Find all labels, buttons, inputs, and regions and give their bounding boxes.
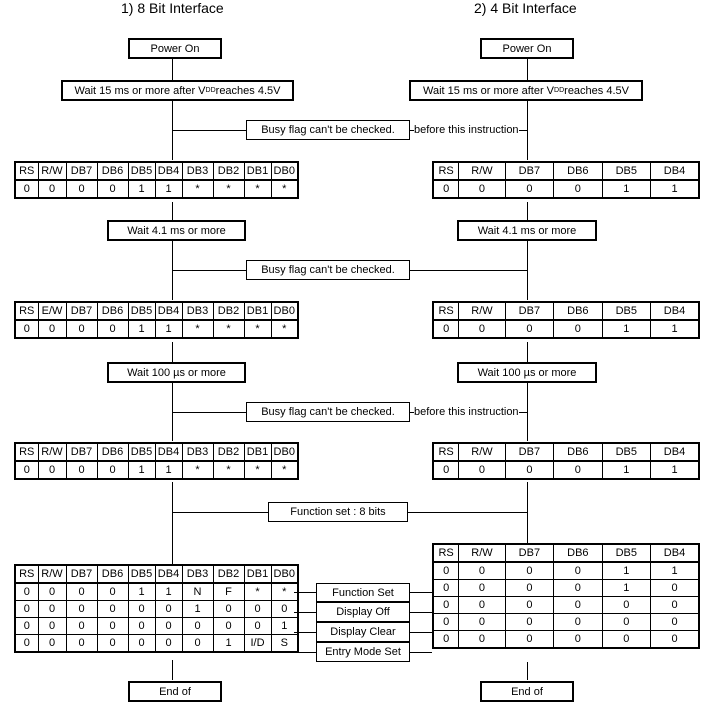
table-cell: N	[182, 583, 213, 601]
table-cell: 0	[459, 614, 505, 631]
table-cell: 0	[128, 635, 155, 653]
table-cell: 0	[554, 631, 602, 649]
table-row	[433, 320, 699, 338]
table-cell: DB1	[244, 443, 271, 461]
table-cell: 0	[66, 635, 97, 653]
connector-line	[172, 58, 173, 80]
table-cell: 0	[38, 320, 66, 338]
table-cell: 0	[128, 618, 155, 635]
table-cell: 1	[155, 583, 182, 601]
table-cell: 0	[433, 580, 459, 597]
table-cell: RS	[15, 565, 38, 583]
table-cell: 0	[459, 461, 505, 479]
table-cell: DB5	[602, 544, 650, 562]
table-cell: 0	[244, 618, 271, 635]
table-cell: *	[271, 461, 298, 479]
table-cell: 0	[66, 320, 97, 338]
busy-flag-note-2: Busy flag can't be checked.	[246, 260, 410, 280]
table-cell: *	[271, 583, 298, 601]
left-wait-15ms-box: Wait 15 ms or more after V DD reaches 4.5V	[61, 80, 294, 101]
table-cell: DB5	[128, 443, 155, 461]
connector-line	[410, 632, 432, 633]
table-cell: RS	[15, 443, 38, 461]
table-cell: *	[213, 461, 244, 479]
table-cell: R/W	[38, 443, 66, 461]
table-cell: 0	[459, 580, 505, 597]
table-cell: DB0	[271, 162, 298, 180]
label-display-clear: Display Clear	[316, 622, 410, 642]
connector-line	[410, 652, 432, 653]
table-cell: *	[182, 461, 213, 479]
right-wait-100us-box: Wait 100 µs or more	[457, 362, 597, 383]
table-cell: R/W	[459, 162, 505, 180]
table-cell: 1	[651, 562, 699, 580]
table-cell: DB4	[155, 565, 182, 583]
table-cell: 1	[651, 461, 699, 479]
table-row	[433, 461, 699, 479]
table-cell: 0	[602, 597, 650, 614]
table-cell: 1	[651, 180, 699, 198]
table-row	[433, 180, 699, 198]
table-cell: DB6	[97, 565, 128, 583]
table-cell: 0	[505, 631, 553, 649]
left-title: 1) 8 Bit Interface	[121, 0, 224, 16]
busy-flag-note-1: Busy flag can't be checked.	[246, 120, 410, 140]
table-cell: 1	[213, 635, 244, 653]
table-cell: 0	[554, 580, 602, 597]
connector-line	[410, 592, 432, 593]
table-cell: 0	[433, 597, 459, 614]
table-cell: 0	[155, 618, 182, 635]
table-cell: 0	[459, 320, 505, 338]
table-cell: DB7	[66, 443, 97, 461]
right-wait-15ms-box: Wait 15 ms or more after V DD reaches 4.5V	[409, 80, 643, 101]
table-cell: 0	[505, 320, 553, 338]
table-row	[433, 631, 699, 649]
connector-line	[172, 342, 173, 362]
table-cell: DB6	[554, 443, 602, 461]
table-header-row	[15, 443, 298, 461]
table-cell: 0	[651, 614, 699, 631]
table-cell: DB1	[244, 565, 271, 583]
table-cell: 0	[459, 562, 505, 580]
table-cell: 0	[182, 618, 213, 635]
before-instruction-note-1: before this instruction	[414, 124, 519, 136]
right-register-table-3	[432, 442, 700, 480]
table-cell: 1	[602, 580, 650, 597]
table-cell: 0	[433, 461, 459, 479]
table-cell: DB2	[213, 565, 244, 583]
table-cell: DB4	[155, 162, 182, 180]
table-cell: 0	[97, 583, 128, 601]
table-cell: 0	[97, 635, 128, 653]
connector-line	[527, 482, 528, 543]
table-cell: DB1	[244, 302, 271, 320]
table-header-row	[433, 162, 699, 180]
table-cell: DB5	[602, 162, 650, 180]
table-cell: *	[244, 180, 271, 198]
table-cell: DB7	[66, 302, 97, 320]
table-cell: DB5	[128, 302, 155, 320]
table-cell: 0	[15, 601, 38, 618]
table-cell: RS	[433, 162, 459, 180]
table-cell: DB6	[97, 443, 128, 461]
table-cell: DB7	[505, 544, 553, 562]
table-cell: DB7	[66, 565, 97, 583]
table-header-row	[15, 565, 298, 583]
table-cell: 0	[15, 461, 38, 479]
table-cell: DB5	[602, 443, 650, 461]
table-cell: RS	[433, 544, 459, 562]
table-cell: 1	[602, 180, 650, 198]
before-instruction-note-3: before this instruction	[414, 406, 519, 418]
table-cell: DB7	[66, 162, 97, 180]
connector-line	[527, 342, 528, 362]
label-function-set: Function Set	[316, 583, 410, 602]
left-register-table-3	[14, 442, 299, 480]
table-cell: 0	[651, 631, 699, 649]
table-cell: 1	[128, 583, 155, 601]
table-row	[15, 601, 298, 618]
table-cell: DB7	[505, 443, 553, 461]
table-cell: 1	[128, 180, 155, 198]
table-cell: *	[213, 180, 244, 198]
table-cell: R/W	[459, 302, 505, 320]
table-header-row	[433, 544, 699, 562]
table-cell: *	[271, 180, 298, 198]
right-power-on-box: Power On	[480, 38, 574, 59]
table-cell: 0	[15, 618, 38, 635]
table-cell: 0	[433, 562, 459, 580]
left-register-table-4	[14, 564, 299, 653]
table-cell: 0	[554, 461, 602, 479]
table-cell: DB2	[213, 443, 244, 461]
right-register-table-1	[432, 161, 700, 199]
table-cell: 0	[271, 601, 298, 618]
table-cell: DB7	[505, 302, 553, 320]
table-row	[15, 618, 298, 635]
table-cell: DB6	[554, 162, 602, 180]
table-cell: DB1	[244, 162, 271, 180]
table-row	[433, 562, 699, 580]
table-row	[433, 580, 699, 597]
table-cell: DB6	[554, 302, 602, 320]
table-cell: DB7	[505, 162, 553, 180]
table-row	[433, 614, 699, 631]
table-cell: *	[213, 320, 244, 338]
table-cell: 0	[15, 635, 38, 653]
table-cell: 0	[128, 601, 155, 618]
table-cell: S	[271, 635, 298, 653]
table-cell: DB0	[271, 565, 298, 583]
table-cell: E/W	[38, 302, 66, 320]
table-cell: 0	[15, 180, 38, 198]
table-cell: 0	[433, 614, 459, 631]
table-cell: 1	[271, 618, 298, 635]
table-cell: 0	[66, 180, 97, 198]
table-cell: 0	[433, 320, 459, 338]
table-cell: 0	[554, 614, 602, 631]
table-cell: 0	[66, 618, 97, 635]
table-cell: *	[244, 320, 271, 338]
table-cell: 0	[651, 580, 699, 597]
table-cell: DB3	[182, 302, 213, 320]
connector-line	[410, 612, 432, 613]
table-cell: DB2	[213, 302, 244, 320]
table-cell: 0	[97, 618, 128, 635]
table-cell: 0	[38, 180, 66, 198]
table-cell: 1	[155, 461, 182, 479]
label-display-off: Display Off	[316, 602, 410, 622]
table-cell: *	[244, 461, 271, 479]
table-cell: DB0	[271, 302, 298, 320]
table-cell: DB3	[182, 565, 213, 583]
right-title: 2) 4 Bit Interface	[474, 0, 577, 16]
connector-line	[172, 482, 173, 564]
table-header-row	[15, 302, 298, 320]
table-cell: 0	[97, 601, 128, 618]
table-cell: DB6	[97, 302, 128, 320]
table-cell: 0	[505, 180, 553, 198]
table-cell: DB4	[651, 443, 699, 461]
table-row	[15, 180, 298, 198]
table-cell: *	[182, 180, 213, 198]
right-register-table-4	[432, 543, 700, 649]
connector-line	[294, 592, 316, 593]
connector-line	[294, 652, 316, 653]
table-cell: 0	[155, 635, 182, 653]
table-cell: 0	[38, 461, 66, 479]
table-cell: 0	[554, 562, 602, 580]
table-cell: 0	[182, 635, 213, 653]
connector-line	[527, 662, 528, 680]
left-power-on-box: Power On	[128, 38, 222, 59]
table-cell: 0	[554, 320, 602, 338]
table-cell: 0	[97, 180, 128, 198]
table-cell: 0	[38, 635, 66, 653]
table-cell: 1	[128, 461, 155, 479]
left-register-table-2	[14, 301, 299, 339]
table-cell: 1	[155, 180, 182, 198]
table-cell: 0	[38, 583, 66, 601]
table-header-row	[433, 443, 699, 461]
table-cell: 0	[505, 614, 553, 631]
table-cell: F	[213, 583, 244, 601]
table-cell: 1	[155, 320, 182, 338]
table-row	[15, 320, 298, 338]
table-cell: DB5	[602, 302, 650, 320]
table-cell: 0	[213, 601, 244, 618]
table-cell: R/W	[38, 565, 66, 583]
table-cell: 0	[505, 562, 553, 580]
table-cell: 0	[66, 583, 97, 601]
table-cell: DB4	[155, 302, 182, 320]
table-cell: 0	[505, 597, 553, 614]
table-cell: 1	[128, 320, 155, 338]
table-cell: 1	[651, 320, 699, 338]
table-cell: R/W	[459, 443, 505, 461]
left-register-table-1	[14, 161, 299, 199]
table-cell: DB3	[182, 162, 213, 180]
table-cell: RS	[433, 302, 459, 320]
connector-line	[527, 58, 528, 80]
table-cell: 0	[554, 597, 602, 614]
table-cell: 0	[459, 631, 505, 649]
connector-line	[172, 202, 173, 220]
table-cell: 0	[602, 631, 650, 649]
table-cell: 1	[602, 562, 650, 580]
table-cell: 0	[97, 461, 128, 479]
table-cell: DB4	[651, 544, 699, 562]
connector-line	[527, 240, 528, 300]
busy-flag-note-3: Busy flag can't be checked.	[246, 402, 410, 422]
table-cell: 0	[554, 180, 602, 198]
table-cell: DB4	[155, 443, 182, 461]
left-wait-4-1ms-box: Wait 4.1 ms or more	[107, 220, 246, 241]
table-cell: 1	[602, 320, 650, 338]
table-cell: 0	[15, 320, 38, 338]
table-cell: 0	[66, 461, 97, 479]
table-cell: R/W	[38, 162, 66, 180]
connector-line	[294, 612, 316, 613]
table-row	[15, 583, 298, 601]
right-end-box: End of	[480, 681, 574, 702]
table-cell: 1	[602, 461, 650, 479]
table-cell: 0	[155, 601, 182, 618]
table-cell: DB6	[97, 162, 128, 180]
table-cell: 0	[38, 601, 66, 618]
table-cell: 0	[459, 597, 505, 614]
connector-line	[527, 100, 528, 160]
label-entry-mode-set: Entry Mode Set	[316, 642, 410, 662]
table-cell: 0	[602, 614, 650, 631]
table-row	[15, 461, 298, 479]
table-row	[433, 597, 699, 614]
table-cell: 0	[213, 618, 244, 635]
connector-line	[294, 632, 316, 633]
table-cell: DB4	[651, 302, 699, 320]
table-row	[15, 635, 298, 653]
table-cell: RS	[15, 162, 38, 180]
table-cell: 0	[433, 180, 459, 198]
table-cell: *	[182, 320, 213, 338]
table-cell: 0	[97, 320, 128, 338]
table-cell: 0	[433, 631, 459, 649]
right-register-table-2	[432, 301, 700, 339]
table-header-row	[433, 302, 699, 320]
connector-line	[527, 382, 528, 441]
table-cell: RS	[15, 302, 38, 320]
table-cell: 0	[505, 461, 553, 479]
left-wait-100us-box: Wait 100 µs or more	[107, 362, 246, 383]
table-cell: DB0	[271, 443, 298, 461]
table-cell: *	[244, 583, 271, 601]
table-cell: 0	[459, 180, 505, 198]
left-end-box: End of	[128, 681, 222, 702]
table-cell: 0	[66, 601, 97, 618]
connector-line	[527, 202, 528, 220]
table-cell: DB5	[128, 162, 155, 180]
table-cell: 0	[651, 597, 699, 614]
function-set-8bits-box: Function set : 8 bits	[268, 502, 408, 522]
table-cell: 1	[182, 601, 213, 618]
table-cell: R/W	[459, 544, 505, 562]
table-cell: 0	[15, 583, 38, 601]
table-cell: 0	[505, 580, 553, 597]
table-cell: RS	[433, 443, 459, 461]
table-cell: DB5	[128, 565, 155, 583]
table-cell: DB3	[182, 443, 213, 461]
right-wait-4-1ms-box: Wait 4.1 ms or more	[457, 220, 597, 241]
table-cell: I/D	[244, 635, 271, 653]
table-cell: DB2	[213, 162, 244, 180]
table-cell: DB4	[651, 162, 699, 180]
table-cell: 0	[38, 618, 66, 635]
table-cell: *	[271, 320, 298, 338]
connector-line	[172, 660, 173, 680]
table-header-row	[15, 162, 298, 180]
table-cell: DB6	[554, 544, 602, 562]
table-cell: 0	[244, 601, 271, 618]
